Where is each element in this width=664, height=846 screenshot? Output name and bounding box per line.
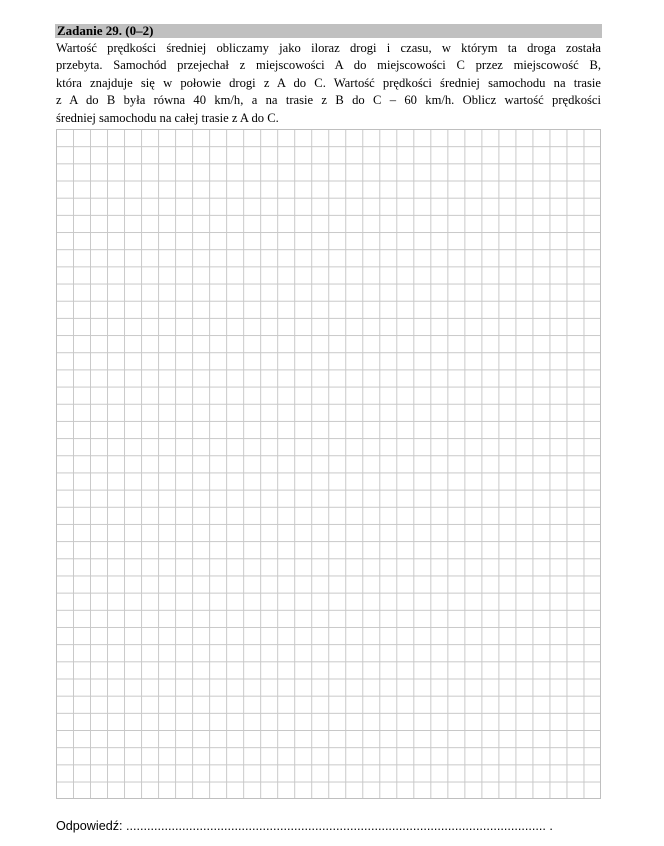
answer-line: [56, 818, 604, 834]
task-line: średniej samochodu na całej trasie z A do C.: [56, 110, 279, 125]
answer-label: Odpowiedź:: [56, 819, 123, 833]
task-header-label: Zadanie 29. (0–2): [57, 23, 154, 38]
answer-grid[interactable]: [56, 129, 601, 799]
answer-dots[interactable]: ........................................................................................................................ .: [126, 819, 553, 833]
task-line: z A do B była równa 40 km/h, a na trasie z B do C – 60 km/h. Oblicz wartość prędkości: [56, 93, 601, 108]
task-statement: [56, 40, 601, 127]
task-line: przebyta. Samochód przejechał z miejscowości A do miejscowości C przez miejscowość B,: [56, 58, 601, 73]
task-line: która znajduje się w połowie drogi z A do C. Wartość prędkości średniej samochodu na trasie: [56, 75, 601, 90]
task-line: Wartość prędkości średniej obliczamy jako iloraz drogi i czasu, w którym ta droga została: [56, 41, 601, 55]
task-header: [55, 24, 602, 38]
